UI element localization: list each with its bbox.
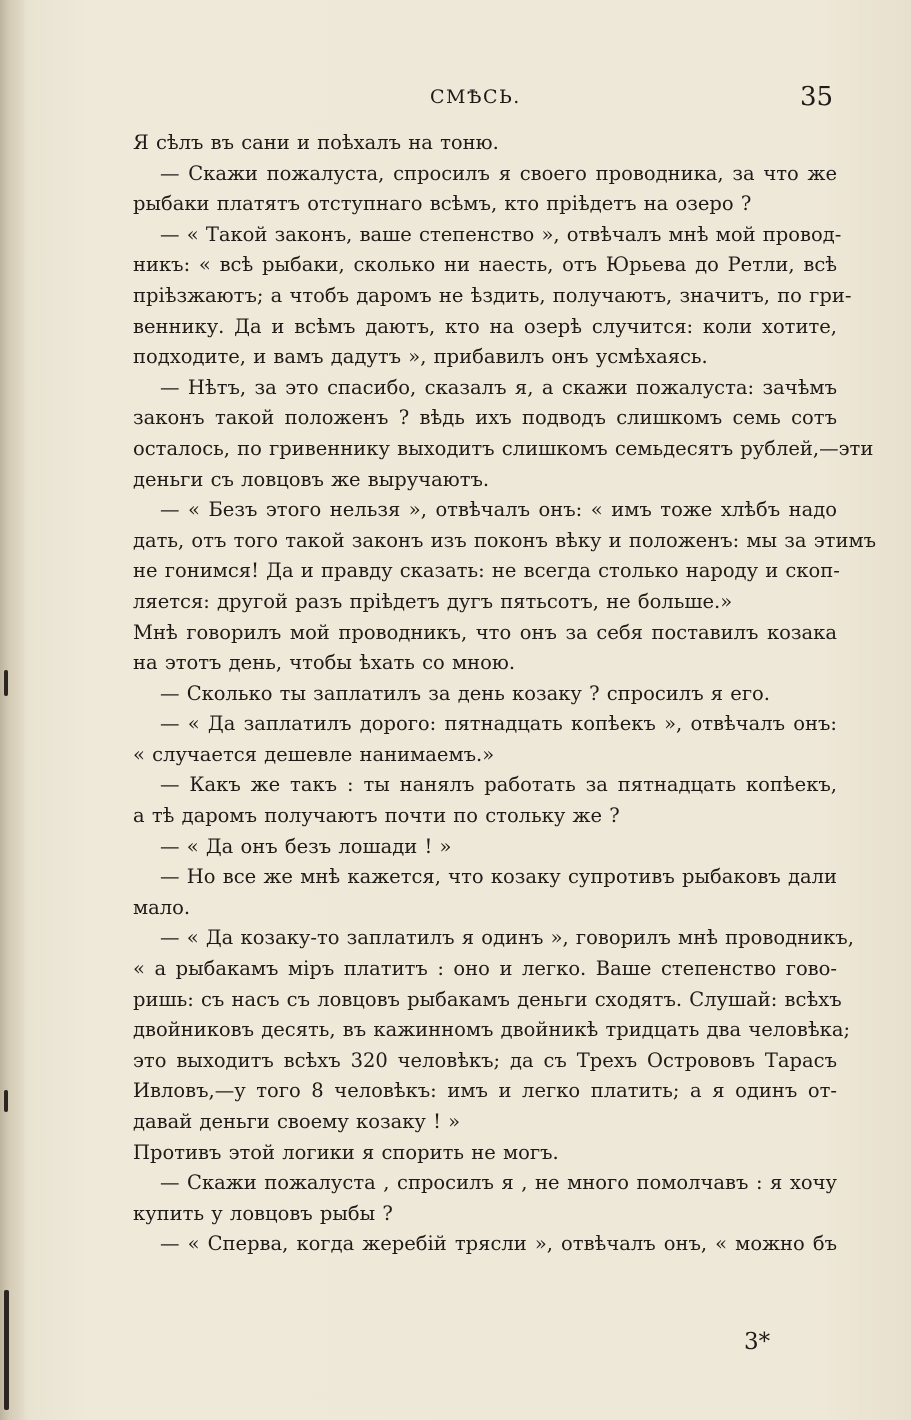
text-line: подходите, и вамъ дадутъ », прибавилъ онъ усмѣхаясь. bbox=[133, 345, 708, 369]
text-line: ришь: съ насъ съ ловцовъ рыбакамъ деньги сходятъ. Слушай: всѣхъ bbox=[133, 987, 842, 1011]
text-line: Ивловъ,—у того 8 человѣкъ: имъ и легко платить; а я одинъ от- bbox=[133, 1079, 837, 1103]
text-line: осталось, по гривеннику выходитъ слишкомъ семьдесятъ рублей,—эти bbox=[133, 436, 874, 460]
text-line: а тѣ даромъ получаютъ почти по стольку же ? bbox=[133, 804, 620, 828]
text-line: — Нѣтъ, за это спасибо, сказалъ я, а скажи пожалуста: зачѣмъ bbox=[160, 375, 837, 399]
text-line: ляется: другой разъ пріѣдетъ дугъ пятьсотъ, не больше.» bbox=[133, 589, 733, 613]
text-line: мало. bbox=[133, 895, 191, 919]
text-line: давай деньги своему козаку ! » bbox=[133, 1110, 461, 1133]
text-line: — Какъ же такъ : ты нанялъ работать за пятнадцать копѣекъ, bbox=[160, 773, 837, 797]
text-line: не гонимся! Да и правду сказать: не всегда столько народу и скоп- bbox=[133, 559, 840, 583]
text-line: Мнѣ говорилъ мой проводникъ, что онъ за себя поставилъ козака bbox=[133, 620, 837, 644]
body-text bbox=[133, 128, 877, 1260]
text-line: — Но все же мнѣ кажется, что козаку супротивъ рыбаковъ дали bbox=[160, 865, 837, 889]
text-line: — Скажи пожалуста, спросилъ я своего проводника, за что же bbox=[160, 161, 837, 185]
text-line: Я сѣлъ въ сани и поѣхалъ на тоню. bbox=[133, 131, 499, 154]
text-line: — « Безъ этого нельзя », отвѣчалъ онъ: « имъ тоже хлѣбъ надо bbox=[160, 498, 837, 522]
running-head bbox=[0, 82, 911, 112]
text-line: веннику. Да и всѣмъ даютъ, кто на озерѣ случится: коли хотите, bbox=[133, 314, 837, 338]
text-line: пріѣзжаютъ; а чтобъ даромъ не ѣздить, получаютъ, значитъ, по гри- bbox=[133, 283, 852, 307]
binding-mark bbox=[4, 1290, 9, 1410]
text-line: деньги съ ловцовъ же выручаютъ. bbox=[133, 467, 490, 491]
text-line: купить у ловцовъ рыбы ? bbox=[133, 1201, 393, 1225]
page-number: 35 bbox=[800, 82, 834, 112]
text-line: « случается дешевле нанимаемъ.» bbox=[133, 742, 495, 766]
text-line: — « Да козаку-то заплатилъ я одинъ », говорилъ мнѣ проводникъ, bbox=[160, 926, 854, 950]
text-line: рыбаки платятъ отступнаго всѣмъ, кто пріѣдетъ на озеро ? bbox=[133, 192, 752, 216]
binding-shadow bbox=[0, 0, 26, 1420]
binding-mark bbox=[4, 1090, 8, 1112]
text-line: дать, отъ того такой законъ изъ поконъ вѣку и положенъ: мы за этимъ bbox=[133, 528, 877, 552]
text-line: это выходитъ всѣхъ 320 человѣкъ; да съ Трехъ Острововъ Тарасъ bbox=[133, 1048, 837, 1072]
text-line: на этотъ день, чтобы ѣхать со мною. bbox=[133, 651, 516, 675]
text-line: — « Да онъ безъ лошади ! » bbox=[160, 834, 452, 858]
text-line: — « Да заплатилъ дорого: пятнадцать копѣекъ », отвѣчалъ онъ: bbox=[160, 712, 837, 736]
text-line: — « Такой законъ, ваше степенство », отвѣчалъ мнѣ мой провод- bbox=[160, 222, 842, 246]
text-line: никъ: « всѣ рыбаки, сколько ни наесть, отъ Юрьева до Ретли, всѣ bbox=[133, 253, 837, 277]
text-line: — « Сперва, когда жеребій трясли », отвѣчалъ онъ, « можно бъ bbox=[160, 1232, 837, 1256]
running-title: СМѢСЬ. bbox=[430, 86, 521, 108]
text-line: двойниковъ десять, въ кажинномъ двойникѣ тридцать два человѣка; bbox=[133, 1018, 851, 1042]
binding-mark bbox=[4, 670, 8, 696]
text-line: « а рыбакамъ міръ платитъ : оно и легко. Ваше степенство гово- bbox=[133, 957, 837, 981]
text-line: Противъ этой логики я спорить не могъ. bbox=[133, 1140, 559, 1164]
text-line: — Сколько ты заплатилъ за день козаку ? спросилъ я его. bbox=[160, 681, 770, 705]
signature-mark: 3* bbox=[744, 1329, 771, 1355]
text-line: — Скажи пожалуста , спросилъ я , не много помолчавъ : я хочу bbox=[160, 1171, 837, 1195]
text-line: законъ такой положенъ ? вѣдь ихъ подводъ слишкомъ семь сотъ bbox=[133, 406, 837, 430]
